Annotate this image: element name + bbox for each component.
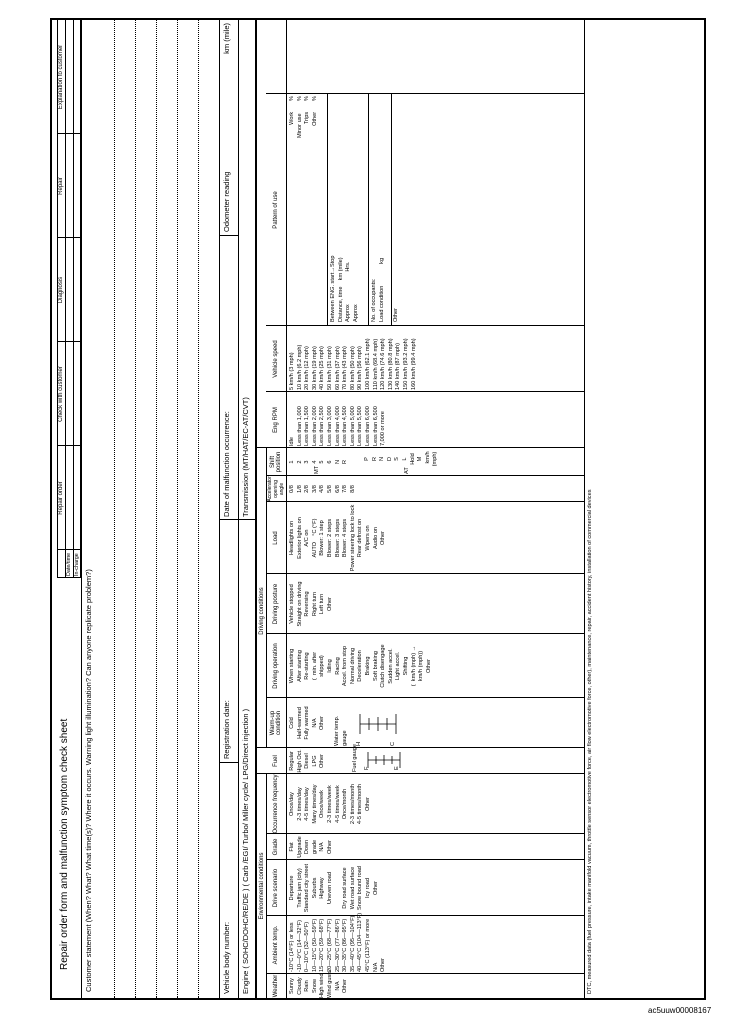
header-repair: Repair: [58, 177, 64, 195]
vehicle-body-number: Vehicle body number:: [222, 921, 231, 994]
col-grade: Grade: [273, 838, 279, 856]
fuel-gauge-label: Fuel gauge: [352, 744, 358, 772]
pattern-occupants: No. of occupants: Load condition kg: [371, 257, 385, 322]
shift-at-options: P R N D S L Hold M km/h (mph): [364, 451, 439, 467]
col-warmup: Warm-up condition: [270, 710, 282, 736]
operation-options: When starting After starting Re-starting ( min. after shipped) Idling Racing Accel. from stop Normal driving Deceleration Braking Soft braking Clutch disengage Sudden accel. Light accel. Shifting ( km/h (mph) → km/h (mph)) Other: [289, 644, 432, 688]
header-repair-order: Repair order: [58, 481, 64, 515]
pattern-distance: Between ENG. start→Stop Distance, time km (mile) Approx Hrs. Approx: [330, 255, 359, 322]
col-pattern-of-use: Pattern of use: [273, 191, 279, 229]
accelerator-options: 0/8 1/8 2/8 3/8 4/8 5/8 6/8 7/8 8/8: [289, 485, 356, 493]
col-ambient-temp: Ambient temp.: [273, 925, 279, 965]
form-frame: [50, 18, 706, 1000]
ambient-options: -10°C (14°F) or less -10—0°C (14—32°F) 0—10°C (32—50°F) 10—15°C (50—59°F) 15—20°C (59—68°F) 20—25°C (68—77°F) 25—30°C (77—86°F) 30—35°C (86—95°F) 35—40°C (95—104°F) 40—45°C (104—113°F) 45°C (113°F) or more N/A Other: [289, 912, 387, 972]
load-options: Headlights on Exterior lights on A/C on AUTO °C (°F) Blower: 1 step Blower: 2 steps Blower: 3 steps Blower: 4 steps Power steering lock to lock Rear defrost on Wipers on Audio on Other: [289, 504, 387, 572]
header-explanation: Explanation to customer: [58, 44, 64, 110]
col-drive-scenario: Drive scenario: [273, 868, 279, 908]
form-title: Repair order form and malfunction symptom check sheet: [59, 718, 70, 970]
water-gauge-icon: [356, 706, 400, 740]
env-conditions-title: Environmental conditions: [259, 852, 265, 920]
col-shift-position: Shift position: [270, 451, 282, 473]
col-occurrence-frequency: Occurrence frequency: [273, 774, 279, 834]
label-in-charge: In-charge: [74, 553, 80, 576]
water-hot-mark: H: [356, 741, 362, 746]
col-load: Load: [273, 531, 279, 545]
drv-conditions-title: Driving conditions: [259, 587, 265, 635]
col-fuel: Fuel: [273, 755, 279, 767]
water-cold-mark: C: [390, 741, 396, 746]
odometer-reading: Odometer reading: [222, 171, 231, 232]
footer-note: DTC, measured data (fuel pressure, intake manifold vacuum, throttle sensor electromotive force, air flow electromotive force, other), maintenance, repair, accident history, installation of commercial devices: [587, 489, 593, 994]
fuel-empty-mark: E: [394, 766, 400, 770]
customer-statement: Customer statement (When? What? What time(s)? Where it occurs. Warning light illumination? Can anyone replicate problem?): [84, 569, 93, 992]
rotated-form: [52, 20, 704, 998]
malfunction-date: Date of malfunction occurrence:: [222, 411, 231, 517]
transmission-type: Transmission (MT/HAT/EC-AT/CVT): [241, 397, 250, 517]
col-driving-operation: Driving operation: [273, 643, 279, 689]
shift-mt-label: MT: [314, 465, 320, 474]
warmup-options: Cold Half-warmed Fully warmed N/A Other: [289, 706, 326, 740]
col-accelerator: Accelerator opening angle: [267, 476, 285, 502]
col-driving-posture: Driving posture: [273, 583, 279, 625]
pattern-other: Other: [393, 308, 399, 322]
water-gauge-label: Water temp. gauge: [334, 715, 348, 746]
rpm-options: Idle Less than 1,000 Less than 1,500 Less than 2,000 Less than 2,500 Less than 3,000 Less than 4,000 Less than 4,500 Less than 5,000 Less than 5,500 Less than 6,000 Less than 6,500 7,000 or more: [289, 406, 387, 446]
weather-options: Sunny Cloudy Rain Snow High wind Wind gusts N/A Other: [289, 970, 349, 998]
frequency-options: Once/day 2-3 times/day 4-5 times/day Many times/day Once/week 2-3 times/week 4-5 times/week Once/month 2-3 times/month 4-5 times/month Other: [289, 783, 371, 825]
registration-date: Registration date:: [222, 700, 231, 759]
col-weather: Weather: [273, 974, 279, 998]
header-diagnosis: Diagnosis: [58, 276, 64, 304]
fuel-options: Regular High Oct. Diesel LPG Other: [289, 749, 326, 773]
speed-options: 5 km/h (3 mph) 10 km/h (6.2 mph) 20 km/h (12 mph) 30 km/h (19 mph) 40 km/h (25 mph) 50 km/h (31 mph) 60 km/h (37 mph) 70 km/h (43 mph) 80 km/h (50 mph) 90 km/h (56 mph) 100 km/h (62.1 mph) 110 km/h (68.4 mph) 120 km/h (74.6 mph) 130 km/h (80.8 mph) 140 km/h (87 mph) 150 km/h (93.2 mph) 160 km/h (99.4 mph): [289, 338, 417, 390]
shift-mt-options: 1 2 3 4 5 6 N R: [289, 459, 349, 465]
grade-options: Flat Upgrade Down grade N/A Other: [289, 836, 333, 858]
col-eng-rpm: Eng RPM: [273, 407, 279, 433]
image-code: ac5uuw00008167: [648, 1006, 712, 1015]
shift-at-label: AT: [404, 467, 410, 474]
engine-type: Engine ( SOHC/DOHC/RE/DE ) ( Carb /EGI/ Turbo/ Miller cycle/ LPG/Direct injection ): [241, 708, 250, 994]
header-check-with-customer: Check with customer: [58, 366, 64, 422]
col-vehicle-speed: Vehicle speed: [273, 340, 279, 378]
label-date-time: Date/time: [66, 552, 72, 576]
fuel-full-mark: F: [364, 766, 370, 770]
scenario-options: Departure Traffic jam (city) Standard city street Suburbs Highway Uneven road Dry road surface Wet road surface Snow bound road Icy road Other: [289, 863, 379, 913]
posture-options: Vehicle stopped Straight on driving Reversing Right turn Left turn Other: [289, 581, 333, 627]
odometer-unit: km (mile): [222, 23, 231, 54]
pattern-usage: Work % Minor use % Trips % Other %: [289, 96, 318, 138]
